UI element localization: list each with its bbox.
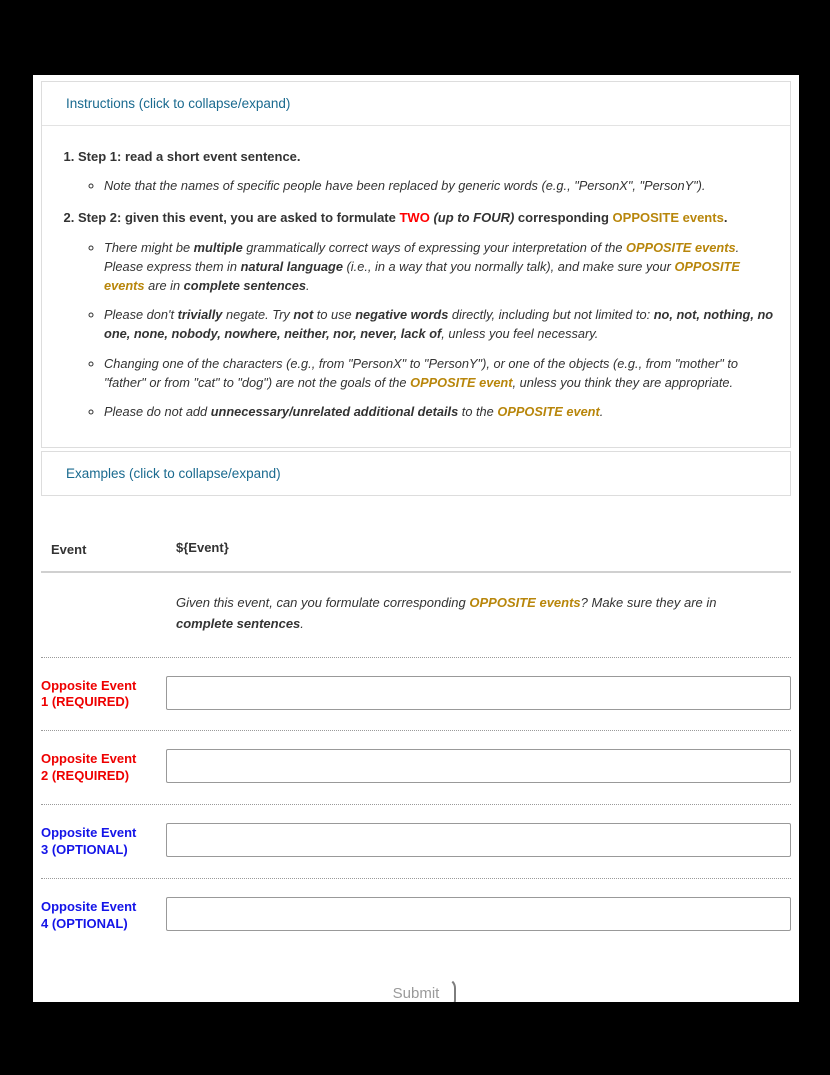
instruction-bullet: ◦ Please don't trivially negate. Try not to use negative words directly, including but not limited to: no, not, nothing, no one, none, nobody, nowhere, neither, nor, never, lack of, unless you feel necessary. <box>104 305 776 343</box>
opposite-event-1-input[interactable] <box>166 676 791 710</box>
instructions-panel <box>41 81 791 448</box>
instruction-step-title: 2. Step 2: given this event, you are asked to formulate TWO (up to FOUR) corresponding OPPOSITE events. <box>78 210 728 226</box>
submit-button[interactable]: Submit <box>376 978 457 1002</box>
instruction-bullet: ◦ Changing one of the characters (e.g., from "PersonX" to "PersonY"), or one of the objects (e.g., from "mother" to "father" or from "cat" to "dog") are not the goals of the OPPOSITE event, unless you think they are appropriate. <box>104 354 776 392</box>
opposite-event-3-label: Opposite Event 3 (OPTIONAL) <box>41 825 137 857</box>
opposite-event-4-label: Opposite Event 4 (OPTIONAL) <box>41 898 137 931</box>
question-text: Given this event, can you formulate corresponding OPPOSITE events? Make sure they are in complete sentences. <box>176 594 717 631</box>
instruction-steps-list <box>48 148 776 421</box>
instruction-step-title: 1. Step 1: read a short event sentence. <box>78 149 301 164</box>
instructions-body <box>42 125 790 447</box>
instruction-bullet: ◦ Note that the names of specific people have been replaced by generic words (e.g., "PersonX", "PersonY"). <box>104 176 776 195</box>
divider <box>41 571 791 573</box>
opposite-event-3-input[interactable] <box>166 823 791 857</box>
question-row <box>41 593 791 635</box>
opposite-event-4-input[interactable] <box>166 897 791 931</box>
instruction-step <box>78 148 776 195</box>
submit-area <box>41 978 791 1002</box>
opposite-event-row <box>41 879 791 952</box>
event-label: Event <box>51 542 87 558</box>
opposite-event-row <box>41 731 791 804</box>
question-label-spacer <box>51 593 176 595</box>
task-form <box>41 540 791 1002</box>
field-rows <box>41 657 791 952</box>
examples-panel <box>41 451 791 496</box>
opposite-event-2-input[interactable] <box>166 749 791 783</box>
task-content-area <box>33 75 799 1002</box>
opposite-event-1-label: Opposite Event 1 (REQUIRED) <box>41 677 137 710</box>
event-row <box>41 540 791 559</box>
event-value: ${Event} <box>176 540 229 556</box>
instruction-bullet: ◦ Please do not add unnecessary/unrelated additional details to the OPPOSITE event. <box>104 402 776 421</box>
examples-toggle[interactable]: Examples (click to collapse/expand) <box>42 452 790 495</box>
instructions-toggle[interactable]: Instructions (click to collapse/expand) <box>42 82 790 125</box>
opposite-event-2-label: Opposite Event 2 (REQUIRED) <box>41 751 137 784</box>
instruction-step-bullets <box>78 176 776 195</box>
instruction-step-bullets <box>78 238 776 422</box>
instruction-step <box>78 209 776 421</box>
instruction-bullet: ◦ There might be multiple grammatically correct ways of expressing your interpretation of the OPPOSITE events. Please express them in natural language (i.e., in a way that you normally talk), and make sure your OPPOSITE events are in complete sentences. <box>104 238 776 296</box>
opposite-event-row <box>41 658 791 731</box>
opposite-event-row <box>41 805 791 878</box>
